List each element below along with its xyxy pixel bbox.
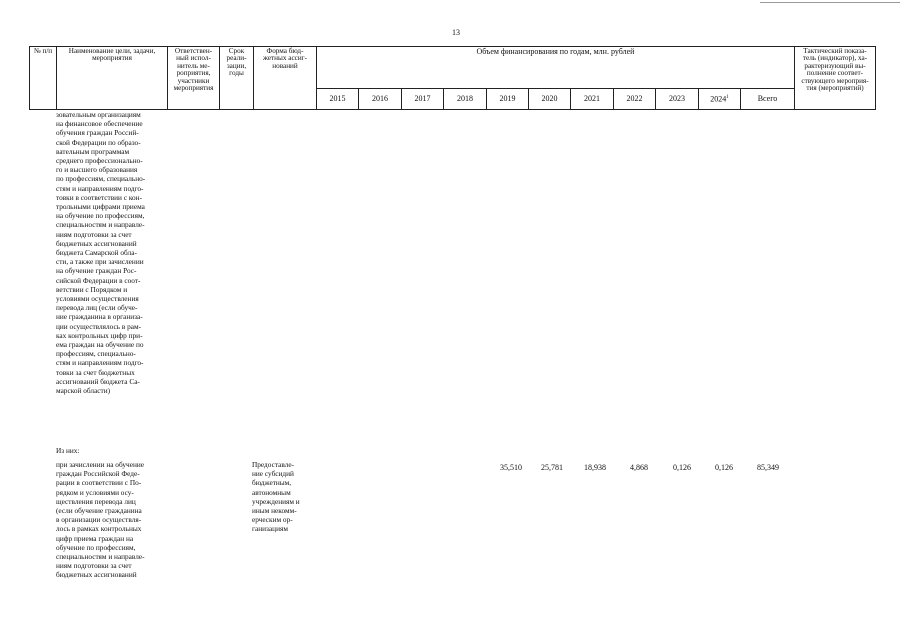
year-2021-header: 2021 [571, 89, 614, 110]
col-term-header: Срок реали- зации, годы [220, 47, 254, 110]
col-funding-header: Объем финансирования по годам, млн. рублей [317, 47, 795, 89]
year-2018-header: 2018 [444, 89, 487, 110]
col-name-header: Наименование цели, задачи, мероприятия [57, 47, 168, 110]
year-2019-header: 2019 [487, 89, 529, 110]
budget-form-text: Предоставле- ние субсидий бюджетным, автономным учреждениям и иным некомм- ерческим ор- ганизациям [252, 460, 300, 534]
col-indicator-header: Тактический показа- тель (индикатор), ха- рактеризующий вы- полнение соответ- ствующего мероприя- тия (мероприятий) [795, 47, 876, 110]
year-2024-header [699, 89, 741, 110]
sub-measure-description: при зачислении на обучение граждан Российской Феде- рации в соответствии с По- рядком и условиями осу- ществления перевода лиц (если обучение гражданина в организации осуществля- лось в рамках контрольных цифр приема граждан на обучение по профессиям, специальностям и направле- ниям подготовки за счет бюджетных ассигнований [56, 460, 145, 580]
header-table [29, 46, 876, 110]
year-2020-header: 2020 [529, 89, 571, 110]
measure-description: зовательным организациям на финансовое обеспечение обучения граждан Россий- ской Федерации по образо- вательным программам среднего профессионально- го и высшего образования по профессиям, специально- стям и направлениям подго- товки в соответствии с кон- трольными цифрами приема на обучение по профессиям, специальностям и направле- ниям подготовки за счет бюджетных ассигнований бюджета Самарской обла- сти, а также при зачислении на обучение граждан Рос- сийской Федерации в соот- ветствии с Порядком и условиями осуществления перевода лиц (если обуче- ние гражданина в организа- ции осуществлялось в рам- ках контрольных цифр при- ема граждан на обучение по профессиям, специально- стям и направлениям подго- товки за счет бюджетных ассигнований бюджета Са- марской области) [56, 110, 146, 396]
value-2019: 35,510 [500, 463, 522, 472]
total-header: Всего [741, 89, 795, 110]
year-2024-label: 2024 [710, 95, 727, 105]
col-number-header: № п/п [30, 47, 57, 110]
value-total: 85,349 [757, 463, 779, 472]
year-2023-header: 2023 [656, 89, 699, 110]
value-2024: 0,126 [715, 463, 733, 472]
footnote-mark: 1 [726, 95, 729, 101]
page-number: 13 [452, 28, 460, 37]
year-2022-header: 2022 [614, 89, 656, 110]
year-2017-header: 2017 [402, 89, 444, 110]
col-form-header: Форма бюд- жетных ассиг- нований [254, 47, 317, 110]
value-2022: 4,868 [630, 463, 648, 472]
value-2020: 25,781 [541, 463, 563, 472]
value-2021: 18,938 [584, 463, 606, 472]
col-responsible-header: Ответствен- ный испол- нитель ме- роприятия, участники мероприятия [168, 47, 220, 110]
of-them-label: Из них: [56, 446, 80, 455]
top-rule [760, 2, 900, 3]
year-2016-header: 2016 [359, 89, 402, 110]
value-2023: 0,126 [673, 463, 691, 472]
year-2015-header: 2015 [317, 89, 359, 110]
